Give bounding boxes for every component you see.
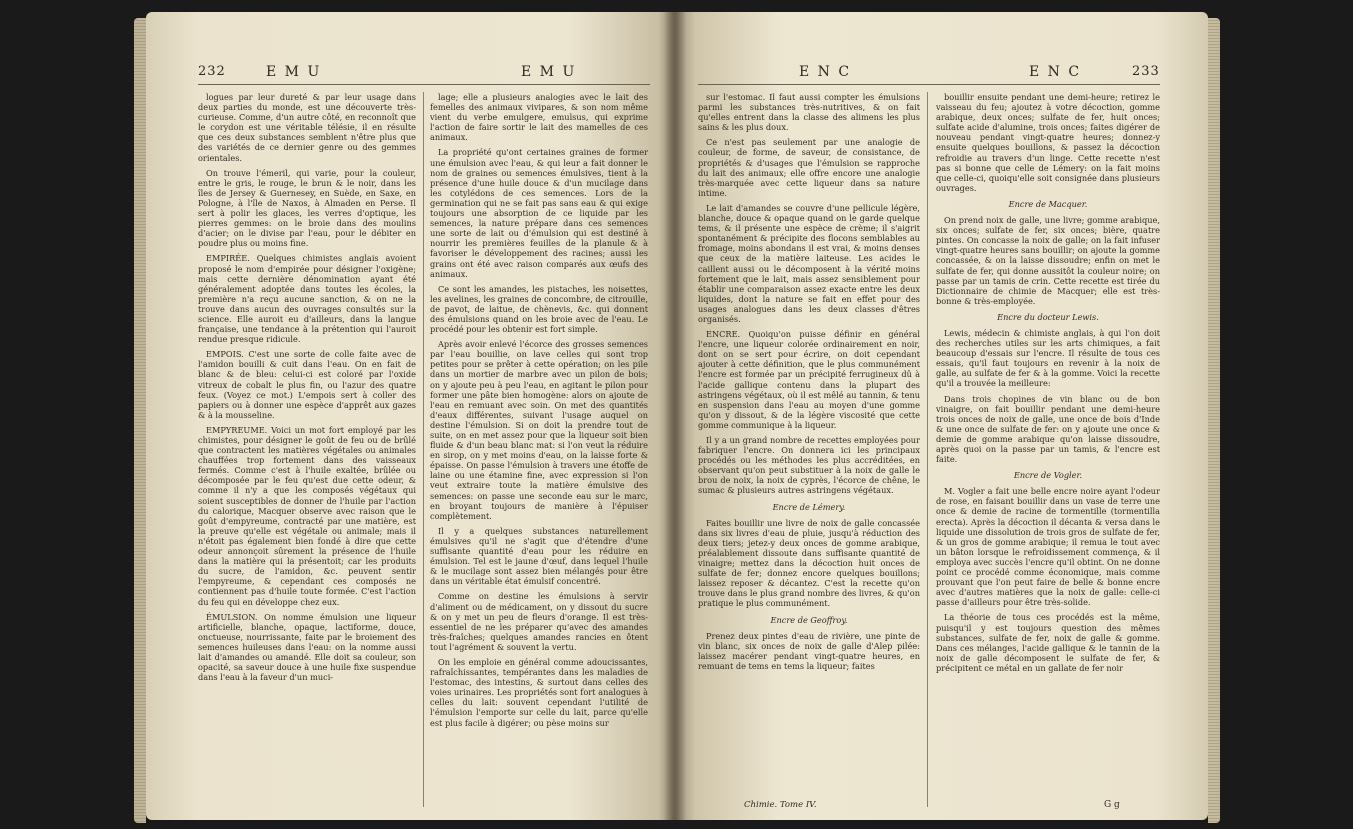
paragraph: ENCRE. Quoiqu'on puisse définir en général l'encre, une liqueur colorée ordinairement en noir, dont on se sert pour écrire, on doit cependant ajouter à cette définition, que le plus communément l'encre est formée par un précipité ferrugineux dû à l'acide gallique contenu dans la plupart des astringens végétaux, où il est mêlé au tannin, & tenu en suspension dans l'eau au moyen d'une gomme qu'on y dissout, & de la légère viscosité que cette gomme communique à la liqueur. — [698, 329, 920, 430]
paragraph: Le lait d'amandes se couvre d'une pellicule légère, blanche, douce & opaque quand on le garde quelque tems, & il présente une espèce de crème; il s'aigrit spontanément & précipite des flocons semblables au fromage, moins abondans il est vrai, & moins denses que ceux de la matière laiteuse. Les acides le caillent aussi ou le décomposent à la vérité moins fortement que le lait, mais assez sensiblement pour établir une comparaison assez exacte entre les deux liquides, dont la nature se fait en effet pour des usages analogues dans les deux classes d'êtres organisés. — [698, 202, 920, 324]
paragraph: Ce n'est pas seulement par une analogie de couleur, de forme, de saveur, de consistance, de propriétés & d'usages que l'émulsion se rapproche du lait des animaux; elle offre encore une analogie très-marquée avec cette liqueur dans sa nature intime. — [698, 137, 920, 198]
column-rule-right — [927, 92, 928, 807]
paragraph: Comme on destine les émulsions à servir d'aliment ou de médicament, on y dissout du sucre & on y met un peu de fleurs d'orange. Il est très-essentiel de ne les préparer qu'avec des amandes très-fraîches; quelques amandes rancies en ôtent tout l'agrément & souvent la vertu. — [430, 591, 648, 652]
paragraph: sur l'estomac. Il faut aussi compter les émulsions parmi les substances très-nutritives, & on fait qu'elles entrent dans la classe des alimens les plus sains & les plus doux. — [698, 92, 920, 133]
paragraph: lage; elle a plusieurs analogies avec le lait des femelles des animaux vivipares, & son nom même vient du verbe emulgere, emulsus, qui exprime l'action de faire sortir le lait des mamelles de ces animaux. — [430, 92, 648, 143]
head-rule-right — [698, 84, 1160, 85]
column-rule-left — [423, 92, 424, 807]
paragraph: Dans trois chopines de vin blanc ou de bon vinaigre, on fait bouillir pendant une demi-heure trois onces de noix de galle, une once de bois d'Inde & une once de sulfate de fer: on y ajoute une once & demie de gomme arabique qu'on laisse dissoudre, après quoi on la passe par un tamis, & l'encre est faite. — [936, 393, 1160, 465]
paragraph: On prend noix de galle, une livre; gomme arabique, six onces; sulfate de fer, six onces; bière, quatre pintes. On concasse la noix de galle; on la fait infuser vingt-quatre heures sans bouillir; on ajoute la gomme concassée, & on la laisse dissoudre; enfin on met le sulfate de fer, qui donne aussitôt la couleur noire; on passe par un tamis de crin. Cette recette est tirée du Dictionnaire de chimie de Macquer; elle est très-bonne & très-employée. — [936, 215, 1160, 306]
paragraph: Faites bouillir une livre de noix de galle concassée dans six livres d'eau de pluie, jusqu'à réduction des deux tiers; jetez-y deux onces de gomme arabique, préalablement dissoute dans suffisante quantité de vinaigre; mettez dans la décoction huit onces de sulfate de fer; donnez encore quelques bouillons; laissez reposer & décantez. C'est la recette qu'on trouve dans le plus grand nombre des livres, & qu'on pratique le plus communément. — [698, 517, 920, 609]
paragraph: EMPYREUME. Voici un mot fort employé par les chimistes, pour désigner le goût de feu ou de brûlé que contractent les matières végétales ou animales chauffées trop fortement dans des vaisseaux fermés. Comme c'est à l'huile exaltée, brûlée ou décomposée par le feu qu'est due cette odeur, & comme il n'y a que les composés végétaux qui soient susceptibles de donner de l'huile par l'action du calorique, Macquer observe avec raison que le goût d'empyreume, contracté par une matière, est la preuve qu'elle est végétale ou animale; mais il n'étoit pas également bien fondé à dire que cette odeur annonçoit sûrement la présence de l'huile dans la matière qui la présentoit; car les produits du sucre, de l'amidon, &c. peuvent sentir l'empyreume, & cependant ces composés ne contiennent pas d'huile toute formée. C'est l'action du feu qui en développe chez eux. — [198, 424, 416, 607]
running-head-right-1: E N C — [799, 64, 852, 80]
paragraph: La théorie de tous ces procédés est la même, puisqu'il y est toujours question des mêmes substances, sulfate de fer, noix de galle & gomme. Dans ces mélanges, l'acide gallique & le tannin de la noix de galle décomposent le sulfate de fer, & précipitent ce métal en un gallate de fer noir — [936, 612, 1160, 673]
recipe-heading: Encre du docteur Lewis. — [997, 311, 1099, 322]
running-head-right-2: E N C — [1029, 64, 1082, 80]
page-edge-left — [134, 18, 146, 823]
page-number-right: 233 — [1132, 64, 1160, 79]
paragraph: On les emploie en général comme adoucissantes, rafraîchissantes, tempérantes dans les maladies de l'estomac, des intestins, & surtout dans celles des voies urinaires. Les propriétés sont fort analogues à celles du lait: souvent cependant l'utilité de l'émulsion l'emporte sur celle du lait, parce qu'elle est plus facile à digérer; ou pèse moins sur — [430, 656, 648, 728]
paragraph: EMPOIS. C'est une sorte de colle faite avec de l'amidon bouilli & cuit dans l'eau. On en fait de blanc & de bleu: celui-ci est coloré par l'oxide vitreux de cobalt le plus fin, ou l'azur des quatre feux. (Voyez ce mot.) L'empois sert à coller des papiers ou à donner une espèce d'apprêt aux gazes & à la mousseline. — [198, 349, 416, 420]
paragraph: bouillir ensuite pendant une demi-heure; retirez le vaisseau du feu; ajoutez à votre décoction, gomme arabique, deux onces; sulfate de fer, huit onces; sulfate acide d'alumine, trois onces; faites digérer de nouveau pendant vingt-quatre heures; donnez-y ensuite quelques bouillons, & passez la décoction refroidie au travers d'un linge. Cette recette n'est pas si bonne que celle de Lémery: on la fait moins que celle-ci, quoiqu'elle soit consignée dans plusieurs ouvrages. — [936, 92, 1160, 193]
recipe-heading: Encre de Vogler. — [1013, 470, 1083, 481]
paragraph: On trouve l'émeril, qui varie, pour la couleur, entre le gris, le rouge, le brun & le noir, dans les îles de Jersey & Guernesey, en Suède, en Saxe, en Pologne, à l'île de Naxos, à Almaden en Perse. Il sert à polir les glaces, les verres d'optique, les pierres gemmes: on le broie dans des moulins d'acier; on le divise par l'eau, pour le débiter en poudre plus ou moins fine. — [198, 167, 416, 249]
paragraph: EMPIRÉE. Quelques chimistes anglais avoient proposé le nom d'empirée pour désigner l'oxigène; mais cette dernière dénomination ayant été généralement adoptée dans toutes les écoles, la première n'a reçu aucune sanction, & on ne la trouve dans aucun des ouvrages consultés sur la science. Elle auroit eu d'ailleurs, dans la langue française, une tendance à la prétention qui l'auroit rendue presque ridicule. — [198, 253, 416, 345]
recipe-heading: Encre de Lémery. — [772, 501, 846, 512]
signature-mark: Chimie. Tome IV. — [744, 800, 817, 810]
paragraph: Il y a quelques substances naturellement émulsives qu'il ne s'agit que d'étendre d'une suffisante quantité d'eau pour les réduire en émulsion. Tel est le jaune d'œuf, dans lequel l'huile & le mucilage sont assez bien mélangés pour être dans un véritable état émulsif concentré. — [430, 525, 648, 587]
book-gutter — [664, 12, 686, 820]
head-rule-left — [198, 84, 650, 85]
paragraph: La propriété qu'ont certaines graines de former une émulsion avec l'eau, & qui leur a fait donner le nom de graines ou semences émulsives, tient à la présence d'une huile douce & d'un mucilage dans les cotylédons de ces semences. Lors de la germination qui ne se fait pas sans eau & qui exige toujours une absorption de ce liquide par les semences, la nature prépare dans ces semences une sorte de lait ou d'émulsion qui est destiné à nourrir les premières feuilles de la planule & à favoriser le développement des racines; aussi les grains ont été avec raison comparés aux œufs des animaux. — [430, 147, 648, 279]
paragraph: Prenez deux pintes d'eau de rivière, une pinte de vin blanc, six onces de noix de galle d'Alep pilée: laissez macérer pendant vingt-quatre heures, en remuant de tems en tems la liqueur; faites — [698, 630, 920, 671]
running-head-left-1: E M U — [266, 64, 322, 80]
page-edge-right — [1208, 18, 1220, 823]
right-page — [674, 12, 1208, 820]
running-head-left-2: E M U — [521, 64, 577, 80]
paragraph: Ce sont les amandes, les pistaches, les noisettes, les avelines, les graines de concombre, de citrouille, de pavot, de laitue, de chènevis, &c. qui donnent des émulsions quand on les broie avec de l'eau. Le procédé pour les obtenir est fort simple. — [430, 283, 648, 335]
left-column-2 — [430, 92, 648, 807]
recipe-heading: Encre de Geoffroy. — [770, 614, 848, 625]
left-column-1 — [198, 92, 416, 807]
paragraph: Il y a un grand nombre de recettes employées pour fabriquer l'encre. On donnera ici les principaux procédés ou les méthodes les plus accréditées, en observant qu'on peut substituer à la noix de galle le brou de noix, la noix de cyprès, l'écorce de chêne, le sumac & plusieurs autres astringens végétaux. — [698, 435, 920, 496]
paragraph: Après avoir enlevé l'écorce des grosses semences par l'eau bouillie, on lave celles qui sont trop petites pour se prêter à cette opération; on les pile dans un mortier de marbre avec un pilon de bois; on y ajoute peu à peu l'eau, en agitant le pilon pour former une pâte bien homogène: alors on ajoute de l'eau en remuant avec soin. On met des quantités d'eaux différentes, suivant l'usage auquel on destine l'émulsion. Si on doit la prendre tout de suite, on en met assez pour que la liqueur soit bien fluide & d'un beau blanc mat: si l'on veut la réduire en sirop, on y met moins d'eau, on la laisse forte & épaisse. On passe l'émulsion à travers une étoffe de laine ou une étamine fine, avec expression si l'on veut extraire toute la matière émulsive des semences: on passe une seconde eau sur le marc, en broyant toujours de manière à l'épuiser complètement. — [430, 339, 648, 521]
paragraph: M. Vogler a fait une belle encre noire ayant l'odeur de rose, en faisant bouillir dans un vase de terre une once & demie de racine de tormentille (tormentilla erecta). Après la décoction il décanta & versa dans le liquide une dissolution de trois gros de sulfate de fer, & un gros de gomme arabique; il remua le tout avec un bâton lorsque le refroidissement commença, & il employa avec succès l'encre qu'il obtint. On ne donne point ce procédé comme économique, mais comme prouvant que l'on peut faire de belle & bonne encre avec d'autres matières que la noix de galle: celle-ci passe d'ailleurs pour être très-solide. — [936, 486, 1160, 608]
gathering-mark: G g — [1104, 800, 1120, 810]
page-number-left: 232 — [198, 64, 226, 79]
left-page — [146, 12, 674, 820]
right-column-2 — [936, 92, 1160, 792]
paragraph: ÉMULSION. On nomme émulsion une liqueur artificielle, blanche, opaque, lactiforme, douce, onctueuse, nourrissante, faite par le broiement des semences huileuses dans l'eau: on la nomme aussi lait d'amandes ou amandé. Elle doit sa couleur, son opacité, sa saveur douce à une huile fixe suspendue dans l'eau à la faveur d'un muci- — [198, 611, 416, 683]
paragraph: Lewis, médecin & chimiste anglais, à qui l'on doit des recherches utiles sur les arts chimiques, a fait beaucoup d'essais sur l'encre. Il résulte de tous ces essais, qu'il faut toujours en revenir à la noix de galle, au sulfate de fer & à la gomme. Voici la recette qu'il a trouvée la meilleure: — [936, 327, 1160, 389]
paragraph: logues par leur dureté & par leur usage dans deux parties du monde, est une découverte très-curieuse. Comme, d'un autre côté, en reconnoît que le corydon est une véritable télésie, il en résulte que ces deux substances semblent n'être plus que des variétés de ce dernier genre ou des gemmes orientales. — [198, 92, 416, 163]
recipe-heading: Encre de Macquer. — [1008, 198, 1088, 209]
right-column-1 — [698, 92, 920, 792]
